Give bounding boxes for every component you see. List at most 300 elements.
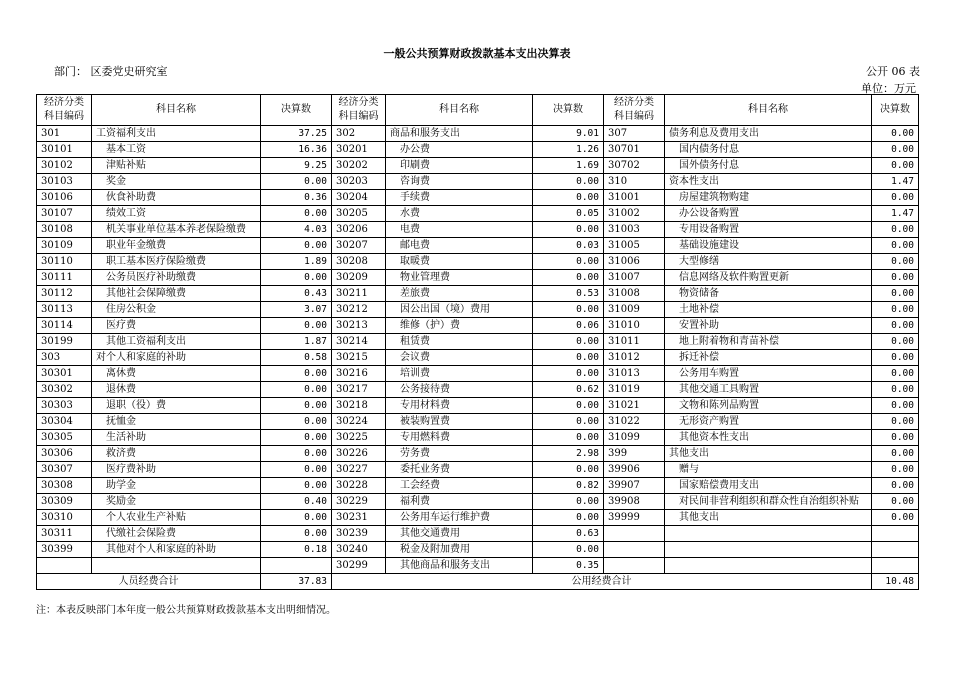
amount-cell: 0.35 [533, 558, 604, 574]
code-cell: 30305 [37, 430, 92, 446]
amount-cell: 1.47 [872, 206, 919, 222]
page-title: 一般公共预算财政拨款基本支出决算表 [383, 47, 571, 60]
code-cell: 30208 [332, 254, 386, 270]
unit-label: 单位：万元 [861, 82, 916, 95]
amount-cell: 0.00 [872, 126, 919, 142]
table-row [37, 286, 919, 302]
amount-cell: 0.00 [261, 206, 332, 222]
amount-cell: 9.25 [261, 158, 332, 174]
name-cell: 对民间非营利组织和群众性自治组织补贴 [665, 494, 872, 510]
amount-cell: 0.00 [533, 334, 604, 350]
table-row [37, 334, 919, 350]
code-cell: 30108 [37, 222, 92, 238]
amount-cell: 0.00 [872, 270, 919, 286]
code-cell: 31011 [604, 334, 665, 350]
code-cell: 30103 [37, 174, 92, 190]
amount-cell: 0.00 [872, 398, 919, 414]
code-cell: 30227 [332, 462, 386, 478]
name-cell: 债务利息及费用支出 [665, 126, 872, 142]
name-cell: 助学金 [92, 478, 261, 494]
header-name: 科目名称 [665, 95, 872, 126]
code-cell: 30309 [37, 494, 92, 510]
code-cell: 30114 [37, 318, 92, 334]
amount-cell: 0.00 [261, 446, 332, 462]
amount-cell: 16.36 [261, 142, 332, 158]
name-cell: 其他交通工具购置 [665, 382, 872, 398]
amount-cell: 37.25 [261, 126, 332, 142]
name-cell: 赠与 [665, 462, 872, 478]
table-row [37, 270, 919, 286]
code-cell: 30239 [332, 526, 386, 542]
code-cell: 39907 [604, 478, 665, 494]
name-cell: 绩效工资 [92, 206, 261, 222]
name-cell: 其他支出 [665, 446, 872, 462]
amount-cell: 0.00 [261, 382, 332, 398]
code-cell: 30399 [37, 542, 92, 558]
code-cell: 30216 [332, 366, 386, 382]
name-cell: 无形资产购置 [665, 414, 872, 430]
name-cell [92, 558, 261, 574]
amount-cell: 0.00 [872, 366, 919, 382]
amount-cell: 0.00 [872, 478, 919, 494]
name-cell: 公务接待费 [386, 382, 533, 398]
amount-cell: 0.00 [261, 478, 332, 494]
amount-cell: 0.00 [872, 222, 919, 238]
name-cell: 专用燃料费 [386, 430, 533, 446]
amount-cell: 0.58 [261, 350, 332, 366]
name-cell: 办公费 [386, 142, 533, 158]
amount-cell: 0.36 [261, 190, 332, 206]
name-cell: 津贴补贴 [92, 158, 261, 174]
table-row [37, 526, 919, 542]
table-row [37, 318, 919, 334]
header-row [37, 95, 919, 126]
amount-cell: 0.00 [261, 366, 332, 382]
amount-cell: 0.00 [261, 398, 332, 414]
amount-cell: 0.82 [533, 478, 604, 494]
name-cell: 专用材料费 [386, 398, 533, 414]
name-cell: 资本性支出 [665, 174, 872, 190]
code-cell: 30308 [37, 478, 92, 494]
name-cell: 土地补偿 [665, 302, 872, 318]
name-cell: 委托业务费 [386, 462, 533, 478]
name-cell: 个人农业生产补贴 [92, 510, 261, 526]
amount-cell: 0.00 [533, 302, 604, 318]
name-cell: 水费 [386, 206, 533, 222]
code-cell: 39999 [604, 510, 665, 526]
name-cell: 公务用车运行维护费 [386, 510, 533, 526]
table-row [37, 462, 919, 478]
name-cell: 公务员医疗补助缴费 [92, 270, 261, 286]
code-cell: 31007 [604, 270, 665, 286]
code-cell: 30109 [37, 238, 92, 254]
code-cell: 30213 [332, 318, 386, 334]
code-cell: 31006 [604, 254, 665, 270]
header-name: 科目名称 [92, 95, 261, 126]
code-cell [604, 526, 665, 542]
amount-cell: 9.01 [533, 126, 604, 142]
name-cell [665, 542, 872, 558]
table-row [37, 430, 919, 446]
amount-cell: 0.00 [261, 430, 332, 446]
amount-cell: 0.00 [261, 462, 332, 478]
amount-cell [872, 526, 919, 542]
amount-cell: 0.00 [872, 318, 919, 334]
amount-cell: 0.00 [533, 414, 604, 430]
amount-cell [261, 558, 332, 574]
code-cell: 31009 [604, 302, 665, 318]
name-cell: 奖励金 [92, 494, 261, 510]
amount-cell: 0.00 [533, 222, 604, 238]
amount-cell [872, 558, 919, 574]
amount-cell: 0.06 [533, 318, 604, 334]
name-cell: 对个人和家庭的补助 [92, 350, 261, 366]
name-cell: 工会经费 [386, 478, 533, 494]
name-cell: 物业管理费 [386, 270, 533, 286]
code-cell: 30202 [332, 158, 386, 174]
name-cell: 物资储备 [665, 286, 872, 302]
name-cell: 被装购置费 [386, 414, 533, 430]
code-cell: 30107 [37, 206, 92, 222]
code-cell [37, 558, 92, 574]
amount-cell: 0.00 [872, 510, 919, 526]
amount-cell: 0.00 [533, 254, 604, 270]
name-cell: 会议费 [386, 350, 533, 366]
table-row [37, 206, 919, 222]
amount-cell: 0.40 [261, 494, 332, 510]
name-cell: 咨询费 [386, 174, 533, 190]
amount-cell: 0.18 [261, 542, 332, 558]
expenditure-table [36, 94, 919, 590]
amount-cell: 0.00 [872, 414, 919, 430]
name-cell [665, 526, 872, 542]
amount-cell: 0.00 [261, 526, 332, 542]
code-cell: 30214 [332, 334, 386, 350]
table-row [37, 494, 919, 510]
amount-cell: 0.00 [872, 142, 919, 158]
table-row [37, 302, 919, 318]
name-cell: 取暖费 [386, 254, 533, 270]
table-row [37, 142, 919, 158]
name-cell: 商品和服务支出 [386, 126, 533, 142]
name-cell: 其他商品和服务支出 [386, 558, 533, 574]
code-cell: 310 [604, 174, 665, 190]
code-cell [604, 542, 665, 558]
name-cell: 安置补助 [665, 318, 872, 334]
name-cell: 其他对个人和家庭的补助 [92, 542, 261, 558]
amount-cell: 0.00 [261, 510, 332, 526]
table-row [37, 222, 919, 238]
code-cell: 30199 [37, 334, 92, 350]
name-cell: 国家赔偿费用支出 [665, 478, 872, 494]
amount-cell: 0.00 [533, 398, 604, 414]
code-cell: 30299 [332, 558, 386, 574]
name-cell: 信息网络及软件购置更新 [665, 270, 872, 286]
code-cell: 30224 [332, 414, 386, 430]
table-row [37, 398, 919, 414]
name-cell: 退休费 [92, 382, 261, 398]
code-cell: 31002 [604, 206, 665, 222]
amount-cell: 0.03 [533, 238, 604, 254]
code-cell: 30304 [37, 414, 92, 430]
table-row [37, 366, 919, 382]
amount-cell: 0.00 [872, 350, 919, 366]
table-row [37, 174, 919, 190]
code-cell: 30106 [37, 190, 92, 206]
public-total-label: 公用经费合计 [332, 574, 872, 590]
header-code: 经济分类 科目编码 [332, 95, 386, 126]
name-cell: 办公设备购置 [665, 206, 872, 222]
name-cell: 邮电费 [386, 238, 533, 254]
amount-cell: 0.00 [261, 318, 332, 334]
code-cell: 31008 [604, 286, 665, 302]
code-cell: 30204 [332, 190, 386, 206]
amount-cell: 0.00 [261, 414, 332, 430]
code-cell: 30301 [37, 366, 92, 382]
code-cell: 302 [332, 126, 386, 142]
amount-cell [872, 542, 919, 558]
code-cell: 30112 [37, 286, 92, 302]
name-cell: 拆迁补偿 [665, 350, 872, 366]
code-cell: 30226 [332, 446, 386, 462]
amount-cell: 0.53 [533, 286, 604, 302]
name-cell: 维修（护）费 [386, 318, 533, 334]
totals-row [37, 574, 919, 590]
amount-cell: 0.43 [261, 286, 332, 302]
code-cell: 30205 [332, 206, 386, 222]
name-cell: 差旅费 [386, 286, 533, 302]
personnel-total-value: 37.83 [261, 574, 332, 590]
code-cell: 30209 [332, 270, 386, 286]
table-row [37, 350, 919, 366]
code-cell: 30212 [332, 302, 386, 318]
amount-cell: 1.47 [872, 174, 919, 190]
code-cell: 30225 [332, 430, 386, 446]
table-row [37, 478, 919, 494]
amount-cell: 0.00 [533, 366, 604, 382]
amount-cell: 1.89 [261, 254, 332, 270]
name-cell: 救济费 [92, 446, 261, 462]
amount-cell: 0.00 [533, 270, 604, 286]
header-name: 科目名称 [386, 95, 533, 126]
amount-cell: 0.05 [533, 206, 604, 222]
code-cell: 30240 [332, 542, 386, 558]
code-cell: 31003 [604, 222, 665, 238]
name-cell: 劳务费 [386, 446, 533, 462]
header-code: 经济分类 科目编码 [37, 95, 92, 126]
code-cell: 30307 [37, 462, 92, 478]
name-cell: 其他支出 [665, 510, 872, 526]
code-cell: 31005 [604, 238, 665, 254]
amount-cell: 0.00 [533, 494, 604, 510]
code-cell: 30110 [37, 254, 92, 270]
name-cell: 福利费 [386, 494, 533, 510]
amount-cell: 0.00 [872, 254, 919, 270]
name-cell: 租赁费 [386, 334, 533, 350]
amount-cell: 0.00 [261, 238, 332, 254]
amount-cell: 0.62 [533, 382, 604, 398]
amount-cell: 0.00 [533, 190, 604, 206]
code-cell: 31019 [604, 382, 665, 398]
header-amount: 决算数 [261, 95, 332, 126]
code-cell: 30102 [37, 158, 92, 174]
table-row [37, 238, 919, 254]
header-amount: 决算数 [872, 95, 919, 126]
name-cell: 国外债务付息 [665, 158, 872, 174]
table-row [37, 382, 919, 398]
code-cell: 30701 [604, 142, 665, 158]
table-row [37, 254, 919, 270]
amount-cell: 0.00 [872, 238, 919, 254]
code-cell: 31001 [604, 190, 665, 206]
amount-cell: 4.03 [261, 222, 332, 238]
name-cell: 手续费 [386, 190, 533, 206]
name-cell [665, 558, 872, 574]
amount-cell: 0.00 [872, 494, 919, 510]
amount-cell: 0.00 [872, 302, 919, 318]
name-cell: 职业年金缴费 [92, 238, 261, 254]
code-cell: 30203 [332, 174, 386, 190]
name-cell: 基础设施建设 [665, 238, 872, 254]
amount-cell: 0.00 [872, 446, 919, 462]
table-row [37, 158, 919, 174]
code-cell: 30206 [332, 222, 386, 238]
amount-cell: 0.00 [533, 510, 604, 526]
table-row [37, 414, 919, 430]
amount-cell: 0.00 [872, 382, 919, 398]
code-cell: 30228 [332, 478, 386, 494]
code-cell: 30101 [37, 142, 92, 158]
table-row [37, 190, 919, 206]
name-cell: 生活补助 [92, 430, 261, 446]
name-cell: 专用设备购置 [665, 222, 872, 238]
code-cell: 30207 [332, 238, 386, 254]
amount-cell: 0.00 [872, 190, 919, 206]
code-cell: 30113 [37, 302, 92, 318]
code-cell: 31022 [604, 414, 665, 430]
amount-cell: 1.69 [533, 158, 604, 174]
code-cell: 30306 [37, 446, 92, 462]
amount-cell: 1.87 [261, 334, 332, 350]
code-cell: 39908 [604, 494, 665, 510]
amount-cell: 0.00 [533, 350, 604, 366]
code-cell: 31021 [604, 398, 665, 414]
name-cell: 奖金 [92, 174, 261, 190]
amount-cell: 0.00 [533, 430, 604, 446]
amount-cell: 2.98 [533, 446, 604, 462]
code-cell: 39906 [604, 462, 665, 478]
name-cell: 其他社会保障缴费 [92, 286, 261, 302]
name-cell: 其他交通费用 [386, 526, 533, 542]
name-cell: 印刷费 [386, 158, 533, 174]
amount-cell: 0.00 [261, 270, 332, 286]
name-cell: 职工基本医疗保险缴费 [92, 254, 261, 270]
amount-cell: 3.07 [261, 302, 332, 318]
amount-cell: 0.00 [261, 174, 332, 190]
code-cell: 31010 [604, 318, 665, 334]
code-cell: 303 [37, 350, 92, 366]
name-cell: 伙食补助费 [92, 190, 261, 206]
name-cell: 机关事业单位基本养老保险缴费 [92, 222, 261, 238]
table-row [37, 126, 919, 142]
amount-cell: 0.00 [872, 462, 919, 478]
code-cell: 307 [604, 126, 665, 142]
name-cell: 医疗费补助 [92, 462, 261, 478]
header-amount: 决算数 [533, 95, 604, 126]
amount-cell: 0.63 [533, 526, 604, 542]
code-cell: 31099 [604, 430, 665, 446]
name-cell: 税金及附加费用 [386, 542, 533, 558]
name-cell: 国内债务付息 [665, 142, 872, 158]
table-row [37, 558, 919, 574]
header-code: 经济分类 科目编码 [604, 95, 665, 126]
amount-cell: 0.00 [533, 174, 604, 190]
code-cell: 301 [37, 126, 92, 142]
personnel-total-label: 人员经费合计 [37, 574, 261, 590]
name-cell: 电费 [386, 222, 533, 238]
name-cell: 因公出国（境）费用 [386, 302, 533, 318]
code-cell: 30218 [332, 398, 386, 414]
code-cell: 30229 [332, 494, 386, 510]
table-row [37, 542, 919, 558]
code-cell: 30310 [37, 510, 92, 526]
code-cell: 30211 [332, 286, 386, 302]
public-total-value: 10.48 [872, 574, 919, 590]
code-cell: 30217 [332, 382, 386, 398]
code-cell: 30231 [332, 510, 386, 526]
amount-cell: 0.00 [872, 286, 919, 302]
name-cell: 住房公积金 [92, 302, 261, 318]
code-cell: 30111 [37, 270, 92, 286]
name-cell: 代缴社会保险费 [92, 526, 261, 542]
name-cell: 大型修缮 [665, 254, 872, 270]
code-cell: 30702 [604, 158, 665, 174]
amount-cell: 0.00 [872, 158, 919, 174]
name-cell: 工资福利支出 [92, 126, 261, 142]
code-cell: 31012 [604, 350, 665, 366]
table-code: 公开 06 表 [866, 65, 920, 78]
name-cell: 基本工资 [92, 142, 261, 158]
name-cell: 退职（役）费 [92, 398, 261, 414]
amount-cell: 1.26 [533, 142, 604, 158]
name-cell: 培训费 [386, 366, 533, 382]
name-cell: 地上附着物和青苗补偿 [665, 334, 872, 350]
amount-cell: 0.00 [533, 542, 604, 558]
code-cell: 399 [604, 446, 665, 462]
code-cell: 31013 [604, 366, 665, 382]
name-cell: 其他资本性支出 [665, 430, 872, 446]
name-cell: 其他工资福利支出 [92, 334, 261, 350]
department-label: 部门： 区委党史研究室 [54, 65, 168, 78]
table-row [37, 510, 919, 526]
code-cell: 30302 [37, 382, 92, 398]
code-cell [604, 558, 665, 574]
code-cell: 30311 [37, 526, 92, 542]
code-cell: 30215 [332, 350, 386, 366]
name-cell: 抚恤金 [92, 414, 261, 430]
name-cell: 文物和陈列品购置 [665, 398, 872, 414]
name-cell: 房屋建筑物购建 [665, 190, 872, 206]
amount-cell: 0.00 [533, 462, 604, 478]
code-cell: 30201 [332, 142, 386, 158]
name-cell: 离休费 [92, 366, 261, 382]
footnote: 注：本表反映部门本年度一般公共预算财政拨款基本支出明细情况。 [36, 605, 336, 616]
table-row [37, 446, 919, 462]
amount-cell: 0.00 [872, 430, 919, 446]
name-cell: 医疗费 [92, 318, 261, 334]
code-cell: 30303 [37, 398, 92, 414]
name-cell: 公务用车购置 [665, 366, 872, 382]
